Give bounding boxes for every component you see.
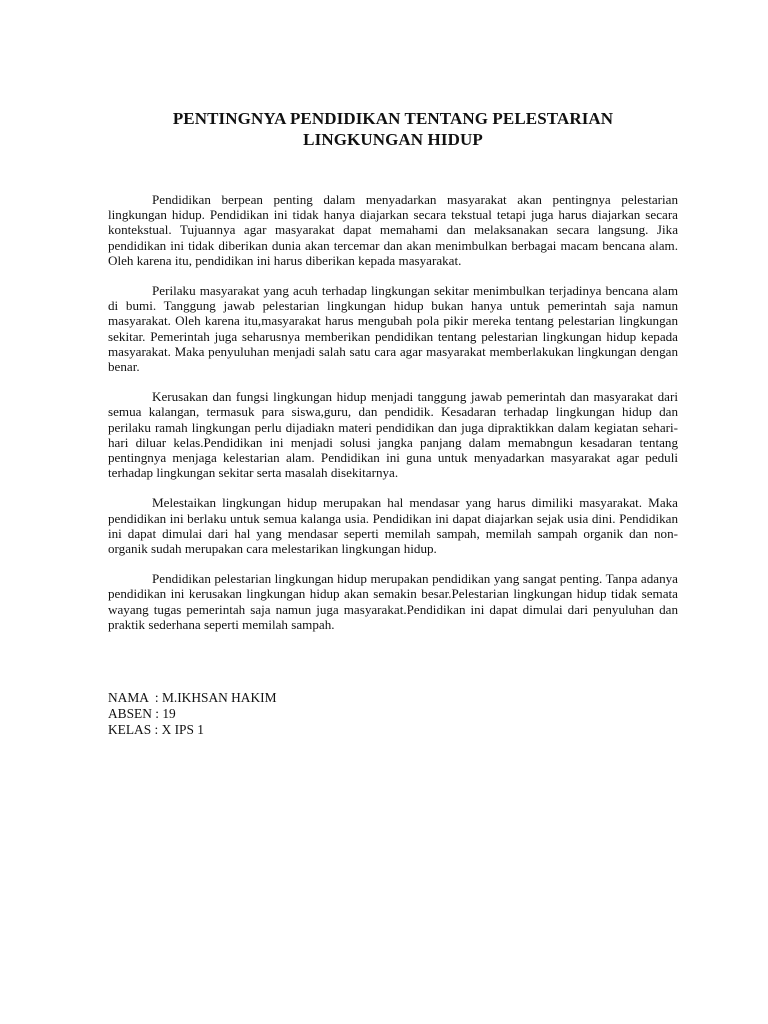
paragraph-4: Melestaikan lingkungan hidup merupakan hal mendasar yang harus dimiliki masyarakat. Maka pendidikan ini berlaku untuk semua kalanga usia. Pendidikan ini dapat diajarkan sejak usia dini. Pendidikan ini dapat dimulai dari hal yang mendasar seperti memilah sampah, memilah sampah organik dan non-organik sudah merupakan cara melestarikan lingkungan hidup. [108, 495, 678, 557]
paragraph-1: Pendidikan berpean penting dalam menyadarkan masyarakat akan pentingnya pelestarian lingkungan hidup. Pendidikan ini tidak hanya diajarkan secara tekstual tetapi juga harus diajarkan secara kontekstual. Tujuannya agar masyarakat dapat memahami dan melaksanakan secara langsung. Jika pendidikan ini tidak diberikan dunia akan tercemar dan akan menimbulkan berbagai macam bencana alam. Oleh karena itu, pendidikan ini harus diberikan kepada masyarakat. [108, 192, 678, 268]
identity-name: NAMA : M.IKHSAN HAKIM [108, 690, 277, 706]
identity-class: KELAS : X IPS 1 [108, 721, 204, 737]
document-page [108, 108, 678, 737]
student-identity [108, 690, 678, 737]
title-line-2: LINGKUNGAN HIDUP [303, 130, 483, 149]
identity-absen: ABSEN : 19 [108, 705, 176, 721]
paragraph-2: Perilaku masyarakat yang acuh terhadap lingkungan sekitar menimbulkan terjadinya bencana alam di bumi. Tanggung jawab pelestarian lingkungan hidup bukan hanya untuk pemerintah saja namun masyarakat. Oleh karena itu,masyarakat harus mengubah pola pikir mereka tentang pelestarian lingkungan sekitar. Pemerintah juga seharusnya memberikan pendidikan tentang pelestarian lingkungan hidup kepada masyarakat. Maka penyuluhan menjadi salah satu cara agar masyarakat memberlakukan lingkungan dengan benar. [108, 283, 678, 375]
document-title [108, 108, 678, 150]
paragraph-5: Pendidikan pelestarian lingkungan hidup merupakan pendidikan yang sangat penting. Tanpa adanya pendidikan ini kerusakan lingkungan hidup akan semakin besar.Pelestarian lingkungan hidup tidak semata wayang tugas pemerintah saja namun juga masyarakat.Pendidikan ini dapat dimulai dari penyuluhan dan praktik sederhana seperti memilah sampah. [108, 571, 678, 632]
paragraph-3: Kerusakan dan fungsi lingkungan hidup menjadi tanggung jawab pemerintah dan masyarakat dari semua kalangan, termasuk para siswa,guru, dan pendidik. Kesadaran terhadap lingkungan hidup dan perilaku ramah lingkungan perlu dijadiakn materi pendidikan dan juga dipraktikkan dalam kegiatan sehari-hari diluar kelas.Pendidikan ini menjadi solusi jangka panjang dalam memabngun kesadaran tentang pentingnya menjaga kelestarian alam. Pendidikan ini guna untuk menyadarkan masyarakat agar peduli terhadap lingkungan sekitar serta masalah disekitarnya. [108, 389, 678, 481]
title-line-1: PENTINGNYA PENDIDIKAN TENTANG PELESTARIAN [172, 109, 614, 128]
